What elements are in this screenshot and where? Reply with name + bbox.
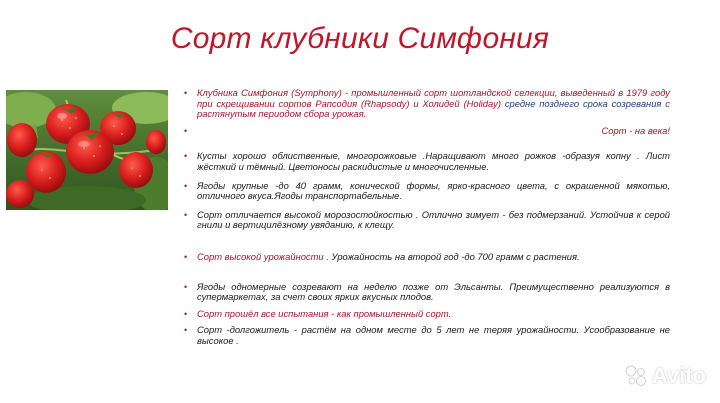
- bullet-marker: •: [184, 125, 188, 136]
- bullet-text: средне позднего срока созревания: [504, 97, 662, 109]
- strawberries-image: [6, 90, 168, 210]
- bullet-marker: •: [184, 251, 188, 262]
- bullet-text: Ягоды одномерные созревают на неделю позже от Эльсанты. Преимущественно реализуются в супермаркетах, за счет своих ярких вкусных плодов.: [197, 280, 670, 303]
- strawberry-photo: [6, 90, 168, 210]
- bullet-marker: •: [184, 151, 188, 162]
- bullet-text: Ягоды крупные -до 40 грамм, конической формы, ярко-красного цвета, с окрашенной мякотью, отличного вкуса.Ягоды транспортабельные.: [197, 179, 670, 202]
- bullet-text: . Урожайность на второй год -до 700 грамм с растения.: [323, 250, 580, 262]
- bullet-marker: •: [184, 325, 188, 336]
- bullet-text: Сорт -долгожитель - растём на одном месте до 5 лет не теряя урожайности. Усообразование не высокое .: [197, 324, 670, 346]
- bullet-marker: •: [184, 281, 188, 292]
- bullet-item: [184, 88, 670, 120]
- page-title: Сорт клубники Симфония: [170, 22, 550, 55]
- bullet-text: Сорт отличается высокой морозостойкостью . Отлично зимует - без подмерзаний. Устойчив к серой гнили и вертицилёзному увяданию, к клещу.: [197, 208, 670, 231]
- bullet-text: Сорт прошёл все испытания - как промышленный сорт.: [197, 307, 452, 319]
- bullet-item: [184, 282, 670, 303]
- bullet-item: [184, 126, 670, 137]
- bullet-item: [184, 181, 670, 202]
- bullet-item: [184, 252, 670, 263]
- bullet-item: [184, 210, 670, 231]
- bullet-text: Сорт высокой урожайности: [197, 250, 324, 262]
- bullet-marker: •: [184, 209, 188, 220]
- bullet-item: [184, 309, 670, 320]
- bullet-text: Клубника Симфония (Symphony) - промышленный сорт шотландской селекции, выведенный в 1979 году при скрещивании сортов Рапсодия (Rhapsody) и Холидей (Holiday): [197, 87, 670, 109]
- bullet-marker: •: [184, 308, 188, 319]
- bullet-text: Кусты хорошо облиственные, многорожковые .Наращивают много рожков -образуя копну . Лист жёсткий и тёмный. Цветоносы раскидистые и многочисленные.: [197, 150, 670, 172]
- bullet-item: [184, 325, 670, 346]
- bullet-marker: •: [184, 180, 188, 191]
- bullet-item: [184, 151, 670, 172]
- bullet-text: Сорт - на века!: [601, 124, 670, 136]
- bullet-text: с растянутым периодом сбора урожая.: [197, 97, 670, 120]
- avito-watermark: [624, 363, 706, 389]
- avito-logo-icon: [624, 364, 648, 388]
- bullet-marker: •: [184, 88, 188, 98]
- bullet-list: [184, 88, 670, 347]
- watermark-text: Avito: [651, 363, 706, 388]
